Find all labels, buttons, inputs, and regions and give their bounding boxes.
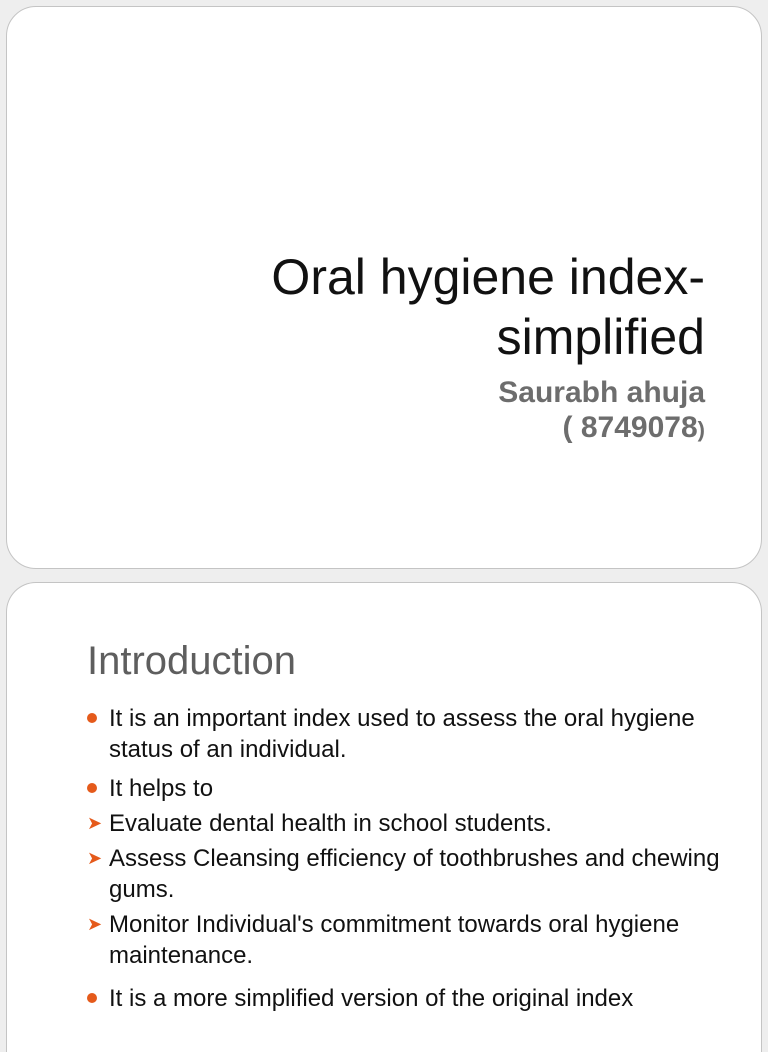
list-item-text: Evaluate dental health in school students. [109,810,552,837]
list-item-text: It is an important index used to assess the oral hygiene status of an individual. [109,705,695,763]
title-slide [6,6,762,569]
author-name: Saurabh ahuja [498,376,705,409]
author-id-closing-paren: ) [697,417,705,442]
author-id: ( 8749078 [562,411,698,444]
title-block [271,247,705,447]
arrow-bullet-icon: ➤ [87,914,103,934]
list-item-text: Monitor Individual's commitment towards oral hygiene maintenance. [109,911,680,969]
title-line-2: simplified [496,309,705,365]
bullet-dot-icon [87,713,97,723]
list-item [87,808,737,839]
bullet-dot-icon [87,993,97,1003]
slide-title [271,247,705,367]
list-item [87,703,737,765]
arrow-bullet-icon: ➤ [87,813,103,833]
list-item-text: It is a more simplified version of the original index [109,985,634,1012]
list-item-text: It helps to [109,775,214,802]
introduction-slide [6,582,762,1052]
list-item [87,909,737,971]
section-heading: Introduction [87,639,297,683]
list-item-text: Assess Cleansing efficiency of toothbrushes and chewing gums. [109,845,720,903]
list-item [87,773,737,804]
title-line-1: Oral hygiene index- [271,249,705,305]
author-block [271,375,705,447]
arrow-bullet-icon: ➤ [87,848,103,868]
list-item [87,843,737,905]
list-item [87,983,737,1014]
bullet-dot-icon [87,783,97,793]
bullet-list [87,703,737,1014]
